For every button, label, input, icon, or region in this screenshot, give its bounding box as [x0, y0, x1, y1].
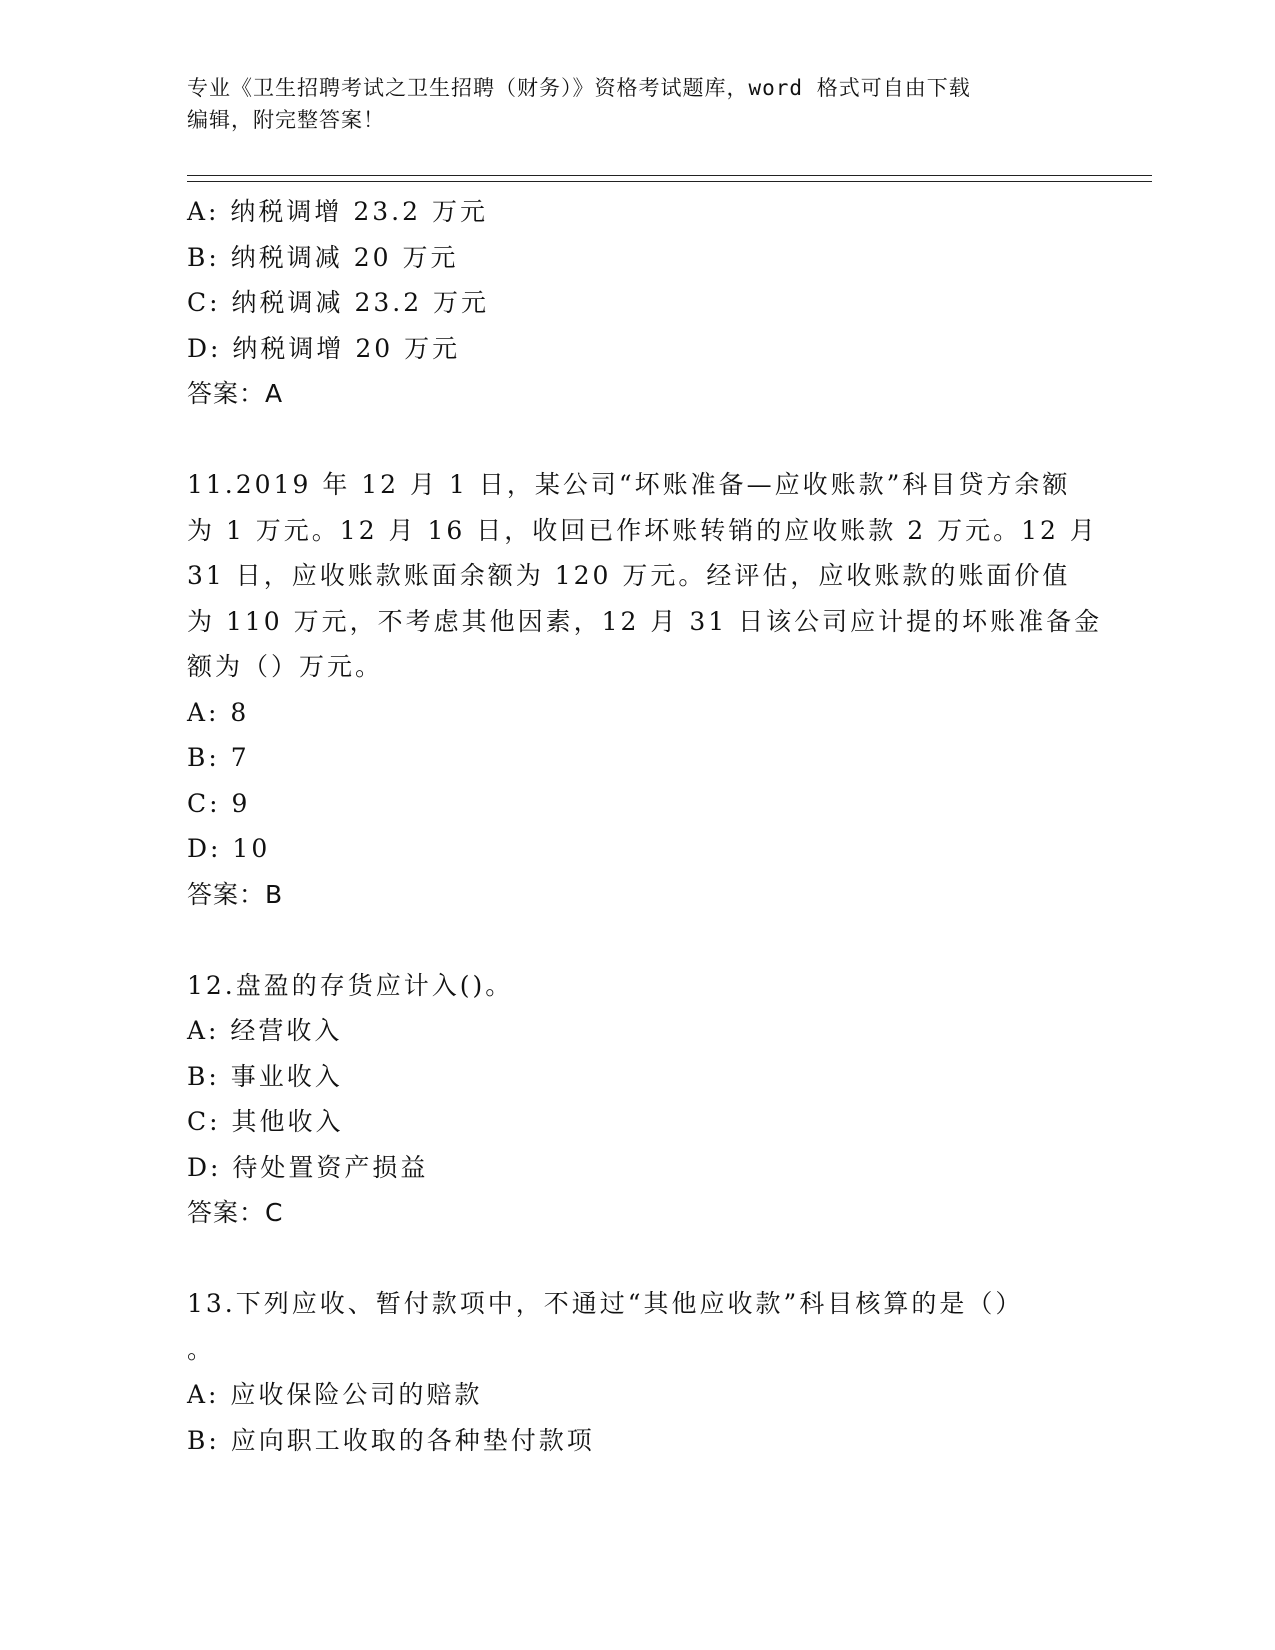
option-d: D: 待处置资产损益	[187, 1152, 429, 1182]
header-divider-top	[187, 175, 1152, 176]
question-13	[187, 1281, 1107, 1463]
spacer	[187, 917, 1107, 963]
spacer	[187, 417, 1107, 463]
option-a: A: 应收保险公司的赔款	[187, 1380, 483, 1409]
option-a: A: 纳税调增 23.2 万元	[187, 197, 488, 226]
question-stem: 为 110 万元，不考虑其他因素，12 月 31 日该公司应计提的坏账准备金	[187, 606, 1103, 636]
question-stem: 为 1 万元。12 月 16 日，收回已作坏账转销的应收账款 2 万元。12 月	[187, 515, 1098, 545]
question-stem: 额为（）万元。	[187, 652, 384, 681]
answer: 答案：C	[187, 1198, 284, 1227]
option-b: B: 纳税调减 20 万元	[187, 242, 459, 272]
question-stem: 。	[187, 1334, 216, 1364]
option-c: C: 9	[187, 788, 251, 818]
document-header	[187, 72, 1087, 136]
question-12	[187, 963, 1107, 1236]
answer: 答案：B	[187, 879, 284, 909]
question-10	[187, 189, 1107, 417]
answer: 答案：A	[187, 379, 284, 408]
question-list	[187, 189, 1107, 1463]
option-a: A: 8	[187, 697, 250, 727]
option-b: B: 应向职工收取的各种垫付款项	[187, 1425, 595, 1455]
option-d: D: 10	[187, 834, 271, 863]
question-stem: 31 日，应收账款账面余额为 120 万元。经评估，应收账款的账面价值	[187, 561, 1071, 590]
question-11	[187, 462, 1107, 917]
question-stem: 11.2019 年 12 月 1 日，某公司“坏账准备—应收账款”科目贷方余额	[187, 470, 1071, 499]
question-stem: 13.下列应收、暂付款项中，不通过“其他应收款”科目核算的是（）	[187, 1289, 1024, 1318]
option-d: D: 纳税调增 20 万元	[187, 333, 461, 363]
option-b: B: 7	[187, 743, 250, 772]
question-stem: 12.盘盈的存货应计入()。	[187, 970, 514, 1000]
header-line-1: 专业《卫生招聘考试之卫生招聘（财务）》资格考试题库，word 格式可自由下载	[187, 76, 971, 100]
spacer	[187, 1236, 1107, 1282]
option-c: C: 纳税调减 23.2 万元	[187, 288, 490, 317]
option-c: C: 其他收入	[187, 1107, 344, 1136]
header-line-2: 编辑，附完整答案！	[187, 108, 385, 132]
header-divider-bottom	[187, 181, 1152, 182]
option-a: A: 经营收入	[187, 1016, 343, 1045]
option-b: B: 事业收入	[187, 1061, 343, 1091]
